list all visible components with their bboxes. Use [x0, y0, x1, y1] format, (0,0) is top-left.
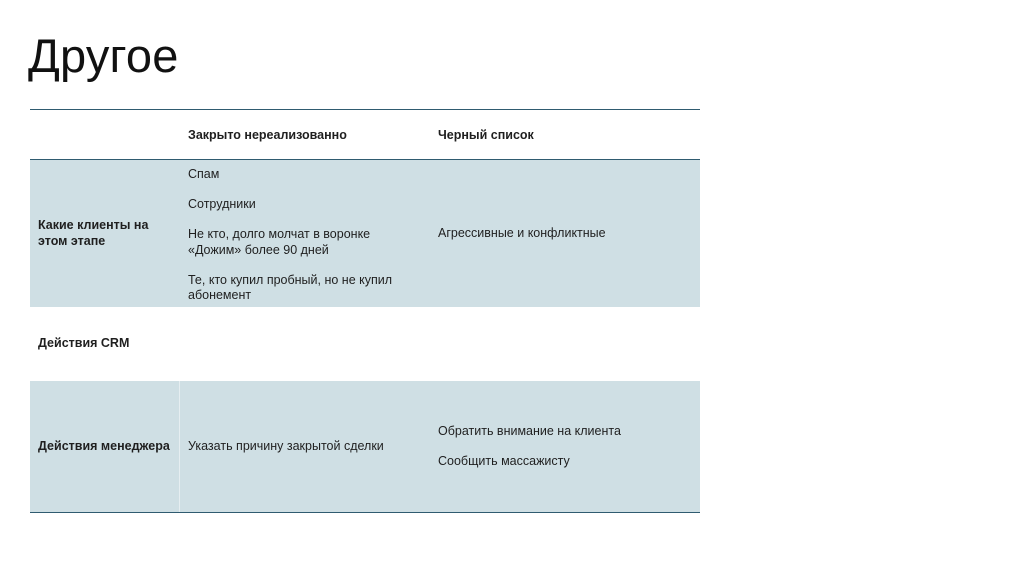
cell-text: Обратить внимание на клиента — [438, 423, 621, 438]
cell-text: Сообщить массажисту — [438, 453, 570, 468]
table-row-clients — [30, 160, 700, 307]
cell-text: Агрессивные и конфликтные — [438, 225, 606, 240]
comparison-table — [30, 109, 700, 513]
header-cell-blacklist: Черный список — [438, 127, 534, 142]
slide-title: Другое — [28, 29, 179, 82]
cell-clients-blacklist — [430, 160, 700, 307]
cell-text: Не кто, долго молчат в воронке «Дожим» более 90 дней — [188, 227, 371, 257]
cell-text: Спам — [188, 167, 220, 181]
table-row-crm — [30, 307, 700, 381]
cell-text: Те, кто купил пробный, но не купил абонемент — [188, 272, 393, 302]
cell-clients-closed — [180, 160, 430, 307]
table-header-row — [30, 110, 700, 160]
cell-manager-closed — [180, 381, 430, 512]
cell-text: Указать причину закрытой сделки — [188, 438, 384, 453]
row-label-clients: Какие клиенты на этом этапе — [38, 218, 149, 248]
cell-text: Сотрудники — [188, 197, 256, 211]
header-cell-closed: Закрыто нереализованно — [188, 127, 347, 142]
cell-crm-closed — [180, 307, 430, 381]
cell-crm-blacklist — [430, 307, 700, 381]
cell-manager-blacklist — [430, 381, 700, 512]
table-row-manager — [30, 381, 700, 512]
row-label-crm: Действия CRM — [38, 336, 130, 351]
row-label-manager: Действия менеджера — [30, 381, 180, 512]
header-cell-empty — [30, 110, 180, 159]
